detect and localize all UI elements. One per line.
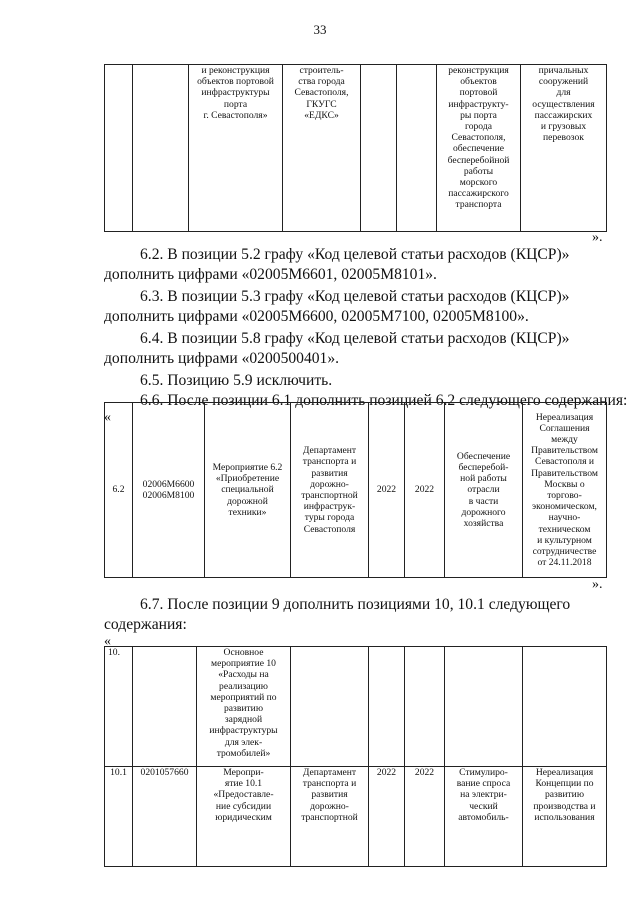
table-cell-name: Меропри- ятие 10.1 «Предоставле- ние субсидии юридическим: [197, 767, 291, 867]
table-cell-name: Основное мероприятие 10 «Расходы на реализацию мероприятий по развитию зарядной инфраструктуры для элек- тромобилей»: [197, 647, 291, 767]
paragraph-6-4-line2: дополнить цифрами «0200500401».: [104, 350, 340, 367]
position-6-2-table: [104, 402, 607, 578]
table-cell-executor: строитель- ства города Севастополя, ГКУГС «ЕДКС»: [283, 65, 361, 232]
table-cell-start-year: 2022: [369, 767, 405, 867]
paragraph-6-2-line1: 6.2. В позиции 5.2 графу «Код целевой статьи расходов (КЦСР)»: [140, 246, 570, 263]
table-cell-start-year: 2022: [369, 403, 405, 578]
opening-quote: «: [104, 634, 111, 649]
table-cell-risk: Нереализация Концепции по развитию производства и использования: [523, 767, 607, 867]
table-cell-name: Мероприятие 6.2 «Приобретение специальной дорожной техники»: [205, 403, 291, 578]
table-cell-result: Обеспечение бесперебой- ной работы отрасли в части дорожного хозяйства: [445, 403, 523, 578]
table-cell-end-year: 2022: [405, 403, 445, 578]
table-cell-code: 0201057660: [133, 767, 197, 867]
opening-quote: «: [104, 410, 111, 425]
closing-quote: ».: [592, 577, 603, 592]
table-cell-number: 10.: [105, 647, 133, 767]
table-cell: [291, 647, 369, 767]
paragraph-6-7-line2: содержания:: [104, 616, 187, 633]
table-cell-result: реконструкция объектов портовой инфраструкту- ры порта города Севастополя, обеспечение бесперебойной работы морского пассажирского транспорта: [437, 65, 521, 232]
table-cell-executor: Департамент транспорта и развития дорожно- транспортной: [291, 767, 369, 867]
table-cell-executor: Департамент транспорта и развития дорожно- транспортной инфраструк- туры города Севастополя: [291, 403, 369, 578]
continuation-table: [104, 64, 607, 232]
table-cell: [105, 65, 133, 232]
table-cell: [523, 647, 607, 767]
closing-quote: ».: [592, 230, 603, 245]
table-cell: [445, 647, 523, 767]
paragraph-6-3-line2: дополнить цифрами «02005М6600, 02005М7100, 02005М8100».: [104, 308, 529, 325]
table-cell-number: 6.2: [105, 403, 133, 578]
page-number: 33: [313, 22, 327, 37]
paragraph-6-7-line1: 6.7. После позиции 9 дополнить позициями 10, 10.1 следующего: [140, 596, 571, 613]
table-cell-name: и реконструкция объектов портовой инфраструктуры порта г. Севастополя»: [189, 65, 283, 232]
table-cell: [369, 647, 405, 767]
table-cell-code: 02006М6600 02006М8100: [133, 403, 205, 578]
paragraph-6-2-line2: дополнить цифрами «02005М6601, 02005М8101».: [104, 266, 437, 283]
table-cell-end-year: 2022: [405, 767, 445, 867]
paragraph-6-5: 6.5. Позицию 5.9 исключить.: [140, 372, 333, 389]
table-cell: [405, 647, 445, 767]
paragraph-6-6: 6.6. После позиции 6.1 дополнить позицией 6.2 следующего содержания:: [140, 392, 628, 409]
paragraph-6-4-line1: 6.4. В позиции 5.8 графу «Код целевой статьи расходов (КЦСР)»: [140, 330, 570, 347]
table-cell-risk: Нереализация Соглашения между Правительством Севастополя и Правительством Москвы о торгово- экономическом, научно- техническом и культурном сотрудничестве от 24.11.2018: [523, 403, 607, 578]
table-cell: [361, 65, 397, 232]
paragraph-6-3-line1: 6.3. В позиции 5.3 графу «Код целевой статьи расходов (КЦСР)»: [140, 288, 570, 305]
table-cell: [133, 647, 197, 767]
positions-10-table: [104, 646, 607, 867]
table-cell-number: 10.1: [105, 767, 133, 867]
table-cell: [133, 65, 189, 232]
table-cell: [397, 65, 437, 232]
table-cell-risk: причальных сооружений для осуществления пассажирских и грузовых перевозок: [521, 65, 607, 232]
table-cell-result: Стимулиро- вание спроса на электри- ческий автомобиль-: [445, 767, 523, 867]
